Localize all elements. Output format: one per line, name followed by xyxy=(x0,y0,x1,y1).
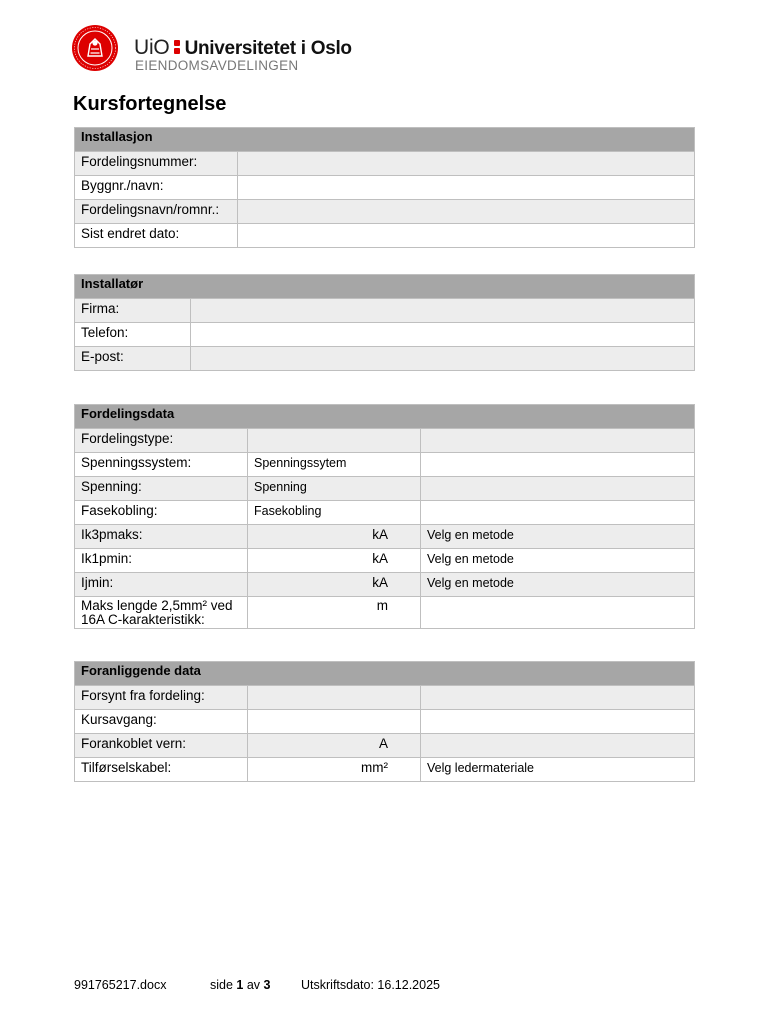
spenningssystem-dropdown[interactable]: Spenningssytem xyxy=(248,453,421,477)
fasekobling-dropdown[interactable]: Fasekobling xyxy=(248,501,421,525)
field-label: Spenning: xyxy=(75,477,248,501)
foranliggende-heading: Foranliggende data xyxy=(75,662,695,686)
fordelingsdata-heading: Fordelingsdata xyxy=(75,405,695,429)
field-label: Forankoblet vern: xyxy=(75,734,248,758)
field-label: Firma: xyxy=(75,299,191,323)
spenning-dropdown[interactable]: Spenning xyxy=(248,477,421,501)
footer-filename: 991765217.docx xyxy=(74,978,167,992)
fordelingsdata-table xyxy=(74,404,695,629)
field-label: Byggnr./navn: xyxy=(75,176,238,200)
ijmin-field[interactable]: kA xyxy=(248,573,421,597)
field-label: Forsynt fra fordeling: xyxy=(75,686,248,710)
field-label: Ik1pmin: xyxy=(75,549,248,573)
footer-page-total: 3 xyxy=(263,978,271,992)
forsynt-fra-fordeling-field[interactable] xyxy=(248,686,421,710)
field-label: Ik3pmaks: xyxy=(75,525,248,549)
spenningssystem-extra-field[interactable] xyxy=(421,453,695,477)
field-label: Telefon: xyxy=(75,323,191,347)
kursavgang-field[interactable] xyxy=(248,710,421,734)
ledermateriale-dropdown[interactable]: Velg ledermateriale xyxy=(421,758,695,782)
footer-page-of-word: av xyxy=(246,978,261,992)
ik3pmaks-method-dropdown[interactable]: Velg en metode xyxy=(421,525,695,549)
footer-page-word: side xyxy=(210,978,233,992)
forankoblet-vern-extra-field[interactable] xyxy=(421,734,695,758)
ik3pmaks-field[interactable]: kA xyxy=(248,525,421,549)
field-label: Tilførselskabel: xyxy=(75,758,248,782)
fordelingsnummer-field[interactable] xyxy=(238,152,695,176)
uio-short-name: UiO xyxy=(134,36,170,59)
field-label: Fasekobling: xyxy=(75,501,248,525)
department-name: EIENDOMSAVDELINGEN xyxy=(135,58,299,73)
installasjon-heading: Installasjon xyxy=(75,128,695,152)
telefon-field[interactable] xyxy=(191,323,695,347)
kursavgang-extra-field[interactable] xyxy=(421,710,695,734)
footer-page-number xyxy=(210,978,271,992)
seal-icon xyxy=(72,25,118,71)
document-title: Kursfortegnelse xyxy=(73,93,227,115)
maks-lengde-extra-field[interactable] xyxy=(421,597,695,629)
field-label: Fordelingsnummer: xyxy=(75,152,238,176)
installator-table xyxy=(74,274,695,371)
sist-endret-dato-field[interactable] xyxy=(238,224,695,248)
footer-page-current: 1 xyxy=(236,978,244,992)
installator-heading: Installatør xyxy=(75,275,695,299)
ijmin-method-dropdown[interactable]: Velg en metode xyxy=(421,573,695,597)
uio-colon-mark xyxy=(173,38,181,56)
university-name: Universitetet i Oslo xyxy=(184,38,352,59)
byggnr-navn-field[interactable] xyxy=(238,176,695,200)
footer-print-date-value: 16.12.2025 xyxy=(377,978,440,992)
firma-field[interactable] xyxy=(191,299,695,323)
fordelingstype-field[interactable] xyxy=(248,429,421,453)
maks-lengde-field[interactable]: m xyxy=(248,597,421,629)
spenning-extra-field[interactable] xyxy=(421,477,695,501)
field-label: E-post: xyxy=(75,347,191,371)
fasekobling-extra-field[interactable] xyxy=(421,501,695,525)
ik1pmin-method-dropdown[interactable]: Velg en metode xyxy=(421,549,695,573)
footer-print-label: Utskriftsdato: xyxy=(301,978,374,992)
university-wordmark xyxy=(134,36,352,60)
field-label: Maks lengde 2,5mm² ved 16A C-karakteristikk: xyxy=(75,597,248,629)
forsynt-fra-fordeling-extra-field[interactable] xyxy=(421,686,695,710)
forankoblet-vern-field[interactable]: A xyxy=(248,734,421,758)
field-label: Ijmin: xyxy=(75,573,248,597)
field-label: Kursavgang: xyxy=(75,710,248,734)
field-label: Fordelingstype: xyxy=(75,429,248,453)
footer-print-date xyxy=(301,978,440,992)
ik1pmin-field[interactable]: kA xyxy=(248,549,421,573)
field-label: Fordelingsnavn/romnr.: xyxy=(75,200,238,224)
field-label: Spenningssystem: xyxy=(75,453,248,477)
university-seal-logo xyxy=(72,25,122,71)
installasjon-table xyxy=(74,127,695,248)
field-label: Sist endret dato: xyxy=(75,224,238,248)
foranliggende-table xyxy=(74,661,695,782)
fordelingstype-extra-field[interactable] xyxy=(421,429,695,453)
fordelingsnavn-romnr-field[interactable] xyxy=(238,200,695,224)
e-post-field[interactable] xyxy=(191,347,695,371)
tilforselskabel-field[interactable]: mm² xyxy=(248,758,421,782)
